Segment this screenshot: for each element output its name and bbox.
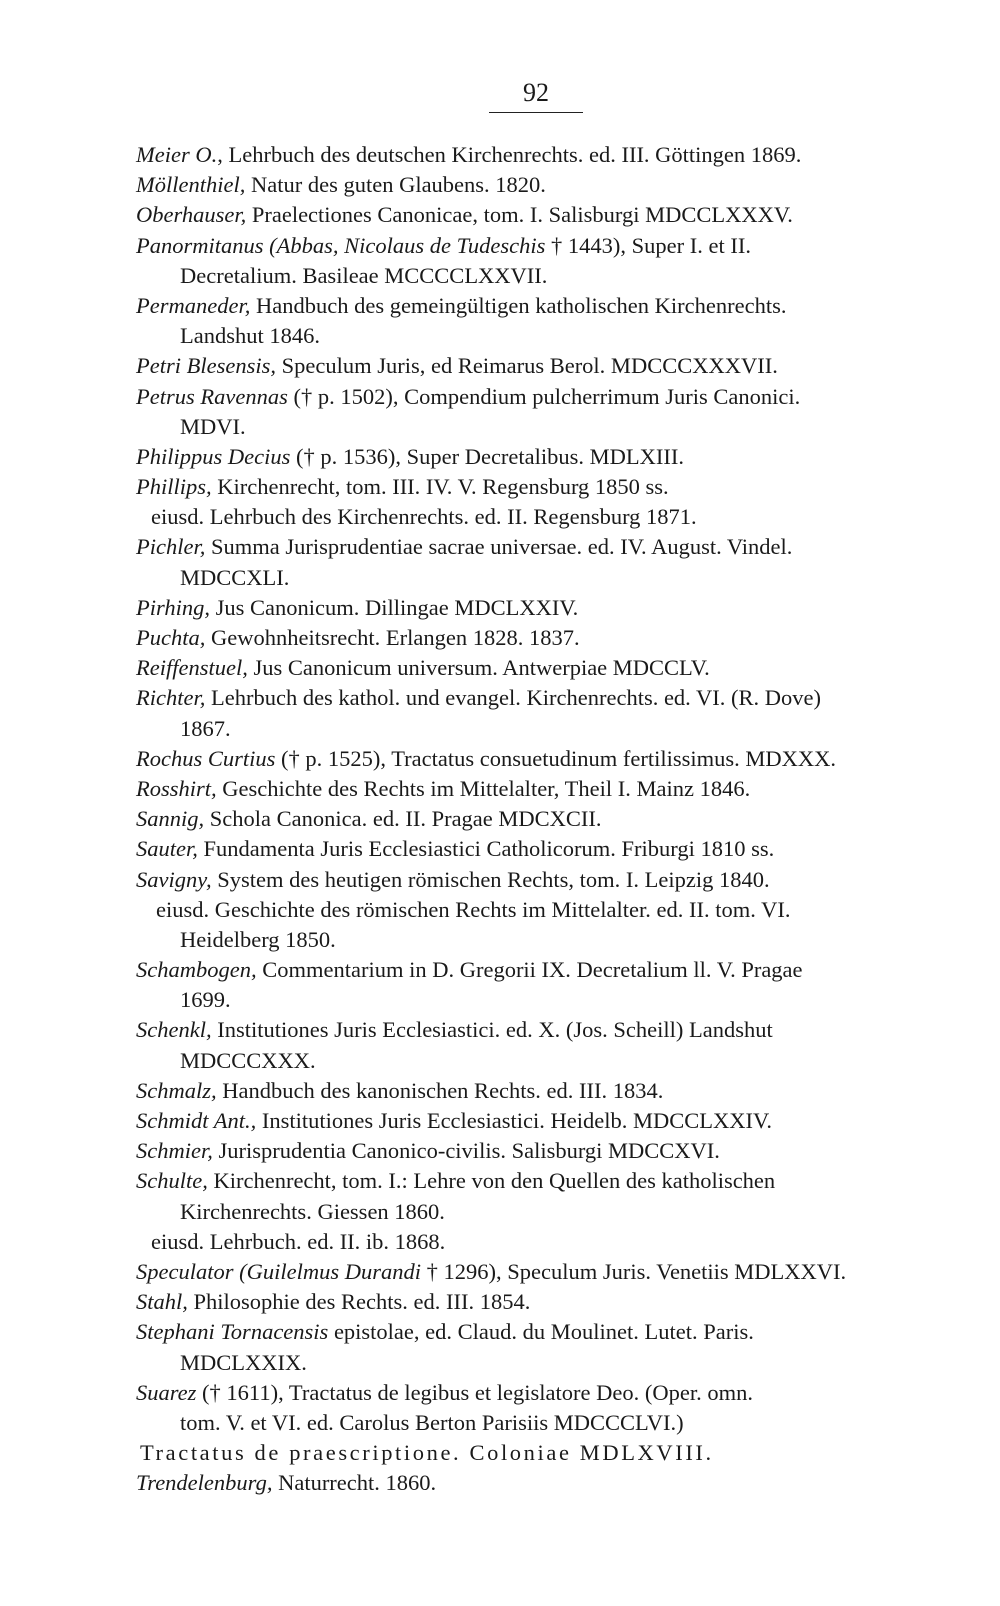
author-name: Schmidt Ant.,	[136, 1108, 257, 1133]
bibliography-entry	[136, 291, 956, 321]
entry-text: eiusd. Lehrbuch des Kirchenrechts. ed. II. Regensburg 1871.	[151, 504, 697, 530]
author-name: Schmier,	[136, 1138, 213, 1164]
entry-text: Natur des guten Glaubens. 1820.	[245, 172, 546, 198]
bibliography-entry	[136, 1257, 956, 1287]
bibliography-entry	[136, 231, 956, 261]
entry-text: eiusd. Lehrbuch. ed. II. ib. 1868.	[151, 1228, 446, 1254]
bibliography-list	[136, 140, 956, 1498]
bibliography-entry	[136, 382, 956, 412]
entry-continuation	[136, 1408, 956, 1438]
entry-text: Tractatus de praescriptione. Coloniae MDLXVIII.	[140, 1440, 714, 1466]
author-name: Sannig,	[136, 806, 205, 832]
entry-continuation	[136, 563, 956, 593]
entry-text: Fundamenta Juris Ecclesiastici Catholicorum. Friburgi 1810 ss.	[197, 836, 775, 862]
bibliography-entry	[136, 200, 956, 230]
entry-text: Institutiones Juris Ecclesiastici. Heidelb. MDCCLXXIV.	[256, 1108, 772, 1133]
author-name: Permaneder,	[136, 292, 251, 318]
author-name: Speculator (Guilelmus Durandi	[136, 1258, 421, 1284]
bibliography-entry	[136, 1076, 956, 1106]
bibliography-entry	[136, 623, 956, 653]
entry-text: MDCCCXXX.	[180, 1047, 316, 1073]
entry-text: († p. 1536), Super Decretalibus. MDLXIII.	[290, 443, 685, 469]
author-name: Savigny,	[136, 866, 212, 892]
entry-text: Summa Jurisprudentiae sacrae universae. ed. IV. August. Vindel.	[205, 534, 793, 560]
entry-text: System des heutigen römischen Rechts, tom. I. Leipzig 1840.	[211, 866, 770, 892]
entry-text: Geschichte des Rechts im Mittelalter, Theil I. Mainz 1846.	[216, 775, 751, 801]
entry-continuation	[136, 925, 956, 955]
spaced-title-line	[136, 1438, 956, 1468]
entry-text: († p. 1502), Compendium pulcherrimum Juris Canonici.	[287, 383, 801, 409]
entry-continuation	[136, 1197, 956, 1227]
author-name: Trendelenburg,	[136, 1470, 273, 1496]
bibliography-entry	[136, 140, 956, 170]
bibliography-entry	[136, 351, 956, 381]
entry-text: Decretalium. Basileae MCCCCLXXVII.	[180, 262, 548, 288]
bibliography-entry	[136, 1106, 956, 1136]
entry-text: Handbuch des gemeingültigen katholischen Kirchenrechts.	[250, 292, 787, 318]
author-name: Puchta,	[136, 625, 206, 650]
author-name: Pirhing,	[136, 594, 210, 620]
entry-text: MDVI.	[180, 413, 246, 439]
entry-text: MDCCXLI.	[180, 564, 290, 590]
eiusd-entry	[136, 502, 956, 532]
entry-continuation	[136, 1348, 956, 1378]
bibliography-entry	[136, 804, 956, 834]
entry-text: Jus Canonicum. Dillingae MDCLXXIV.	[209, 594, 579, 620]
author-name: Phillips,	[136, 474, 212, 500]
entry-text: Naturrecht. 1860.	[272, 1470, 437, 1496]
bibliography-entry	[136, 1468, 956, 1498]
page-number: 92	[489, 78, 583, 113]
author-name: Schambogen,	[136, 957, 257, 983]
bibliography-entry	[136, 865, 956, 895]
entry-text: Schola Canonica. ed. II. Pragae MDCXCII.	[204, 806, 602, 832]
bibliography-entry	[136, 653, 956, 683]
entry-continuation	[136, 985, 956, 1015]
eiusd-entry	[136, 1227, 956, 1257]
bibliography-entry	[136, 1378, 956, 1408]
eiusd-entry	[136, 895, 956, 925]
bibliography-entry	[136, 170, 956, 200]
entry-text: eiusd. Geschichte des römischen Rechts im Mittelalter. ed. II. tom. VI.	[156, 896, 791, 922]
entry-text: († 1611), Tractatus de legibus et legislatore Deo. (Oper. omn.	[196, 1379, 753, 1405]
entry-text: Philosophie des Rechts. ed. III. 1854.	[187, 1289, 531, 1315]
entry-text: Commentarium in D. Gregorii IX. Decretalium ll. V. Pragae	[256, 957, 803, 983]
entry-text: Jurisprudentia Canonico-civilis. Salisburgi MDCCXVI.	[212, 1138, 720, 1164]
bibliography-entry	[136, 1166, 956, 1196]
author-name: Rochus Curtius	[136, 745, 276, 771]
entry-text: Gewohnheitsrecht. Erlangen 1828. 1837.	[205, 625, 580, 650]
author-name: Schmalz,	[136, 1077, 217, 1103]
entry-text: MDCLXXIX.	[180, 1349, 307, 1375]
bibliography-entry	[136, 683, 956, 713]
author-name: Reiffenstuel,	[136, 655, 248, 681]
entry-text: Lehrbuch des kathol. und evangel. Kirchenrechts. ed. VI. (R. Dove)	[205, 685, 822, 711]
entry-text: tom. V. et VI. ed. Carolus Berton Parisiis MDCCCLVI.)	[180, 1409, 684, 1435]
entry-text: , Lehrbuch des deutschen Kirchenrechts. ed. III. Göttingen 1869.	[217, 142, 802, 167]
entry-text: epistolae, ed. Claud. du Moulinet. Lutet. Paris.	[328, 1319, 754, 1345]
entry-text: Institutiones Juris Ecclesiastici. ed. X. (Jos. Scheill) Landshut	[211, 1017, 773, 1043]
author-name: Stephani Tornacensis	[136, 1319, 329, 1345]
entry-text: Landshut 1846.	[180, 323, 320, 349]
bibliography-entry	[136, 744, 956, 774]
author-name: Möllenthiel,	[136, 172, 246, 198]
bibliography-entry	[136, 1136, 956, 1166]
author-name: Schenkl,	[136, 1017, 212, 1043]
bibliography-entry	[136, 1287, 956, 1317]
author-name: Richter,	[136, 685, 206, 711]
bibliography-entry	[136, 472, 956, 502]
entry-text: Praelectiones Canonicae, tom. I. Salisburgi MDCCLXXXV.	[246, 202, 793, 228]
author-name: Stahl,	[136, 1289, 188, 1315]
entry-text: † 1296), Speculum Juris. Venetiis MDLXXVI.	[420, 1258, 847, 1284]
author-name: Petri Blesensis,	[136, 353, 276, 379]
author-name: Meier O.	[136, 142, 218, 167]
entry-continuation	[136, 412, 956, 442]
author-name: Schulte,	[136, 1168, 208, 1194]
bibliography-entry	[136, 834, 956, 864]
entry-continuation	[136, 321, 956, 351]
bibliography-entry	[136, 774, 956, 804]
author-name: Sauter,	[136, 836, 198, 862]
entry-text: († p. 1525), Tractatus consuetudinum fertilissimus. MDXXX.	[275, 745, 836, 771]
entry-text: 1699.	[180, 987, 231, 1013]
entry-text: Kirchenrechts. Giessen 1860.	[180, 1198, 445, 1224]
author-name: Philippus Decius	[136, 443, 291, 469]
bibliography-entry	[136, 532, 956, 562]
bibliography-entry	[136, 1015, 956, 1045]
entry-text: Jus Canonicum universum. Antwerpiae MDCCLV.	[247, 655, 710, 681]
entry-continuation	[136, 1046, 956, 1076]
entry-text: Heidelberg 1850.	[180, 926, 336, 952]
author-name: Rosshirt,	[136, 775, 217, 801]
entry-text: Kirchenrecht, tom. I.: Lehre von den Quellen des katholischen	[207, 1168, 776, 1194]
entry-continuation	[136, 261, 956, 291]
author-name: Petrus Ravennas	[136, 383, 288, 409]
entry-text: 1867.	[180, 715, 231, 741]
author-name: Panormitanus (Abbas, Nicolaus de Tudeschis	[136, 232, 546, 258]
bibliography-entry	[136, 442, 956, 472]
entry-text: † 1443), Super I. et II.	[545, 232, 751, 258]
entry-text: Kirchenrecht, tom. III. IV. V. Regensburg 1850 ss.	[211, 474, 669, 500]
entry-text: Speculum Juris, ed Reimarus Berol. MDCCCXXXVII.	[275, 353, 778, 379]
bibliography-entry	[136, 593, 956, 623]
entry-continuation	[136, 714, 956, 744]
author-name: Pichler,	[136, 534, 206, 560]
entry-text: Handbuch des kanonischen Rechts. ed. III. 1834.	[216, 1077, 664, 1103]
bibliography-entry	[136, 1317, 956, 1347]
bibliography-entry	[136, 955, 956, 985]
author-name: Suarez	[136, 1379, 197, 1405]
author-name: Oberhauser,	[136, 202, 247, 228]
